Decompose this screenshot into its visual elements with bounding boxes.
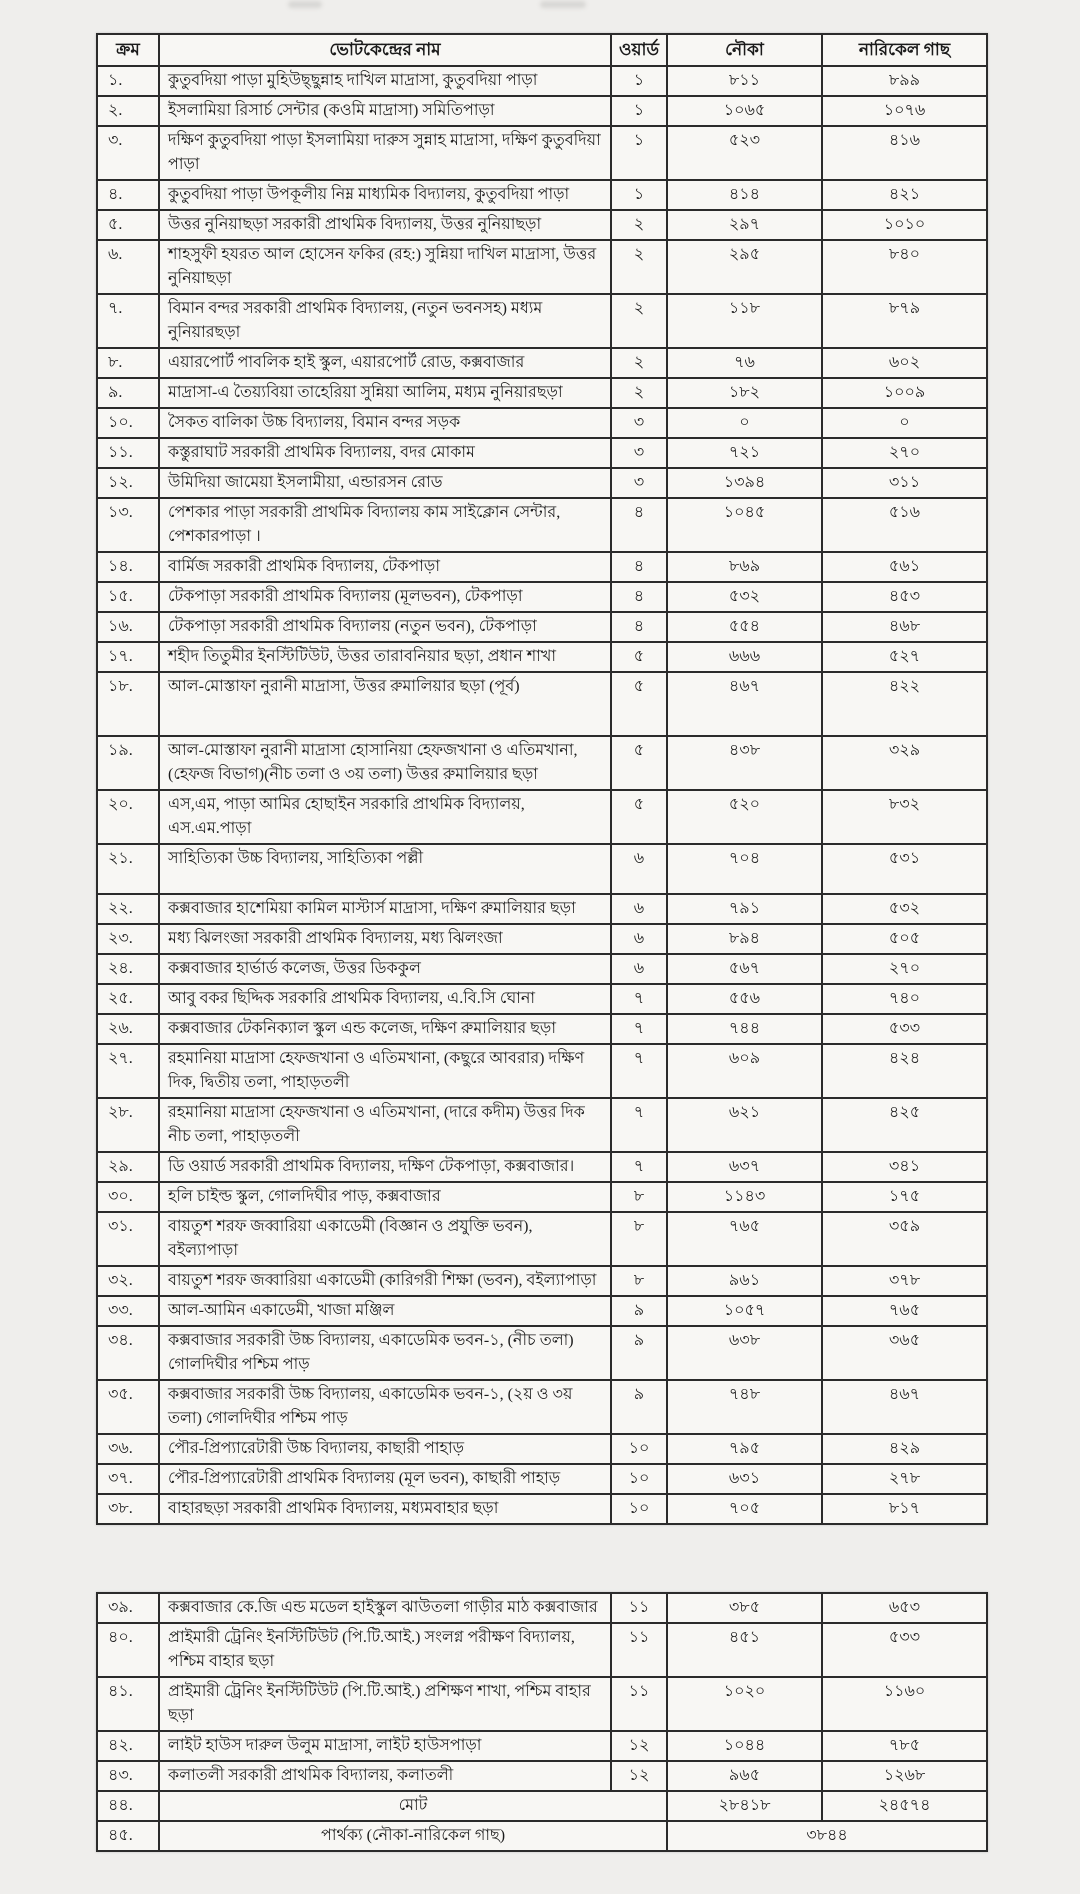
table-row [97,924,987,954]
cell-ward: ১০ [611,1464,667,1494]
cell-serial: ১৭. [97,642,159,672]
cell-boat-votes: ১০৫৭ [667,1296,822,1326]
cell-ward: ৯ [611,1296,667,1326]
cell-boat-votes: ৫৩২ [667,582,822,612]
cell-serial: ৩৩. [97,1296,159,1326]
cell-serial: ৪২. [97,1731,159,1761]
cell-center-name: কক্সবাজার সরকারী উচ্চ বিদ্যালয়, একাডেমিক ভবন-১, (নীচ তলা) গোলদিঘীর পশ্চিম পাড় [159,1326,611,1380]
cell-center-name: ইসলামিয়া রিসার্চ সেন্টার (কওমি মাদ্রাসা) সমিতিপাড়া [159,96,611,126]
cell-center-name: কক্সবাজার হার্ভার্ড কলেজ, উত্তর ডিককুল [159,954,611,984]
cell-ward: ২ [611,348,667,378]
cell-serial: ১১. [97,438,159,468]
cell-ward: ৪ [611,582,667,612]
cell-ward: ১০ [611,1494,667,1524]
results-table-page1 [96,33,988,1525]
cell-boat-votes: ৭০৪ [667,844,822,894]
cell-coconut-votes: ৪৫৩ [822,582,987,612]
cell-serial: ৭. [97,294,159,348]
table-row [97,210,987,240]
cell-serial: ৩০. [97,1182,159,1212]
cell-serial: ৪০. [97,1623,159,1677]
cell-boat-votes: ১৩৯৪ [667,468,822,498]
cell-boat-votes: ৭৯১ [667,894,822,924]
cell-ward: ৮ [611,1182,667,1212]
cell-coconut-votes: ৮১৭ [822,1494,987,1524]
cell-serial: ৩৯. [97,1593,159,1623]
cell-serial: ৪. [97,180,159,210]
cell-center-name: পৌর-প্রিপ্যারেটারী প্রাথমিক বিদ্যালয় (মূল ভবন), কাছারী পাহাড় [159,1464,611,1494]
cell-center-name: বায়তুশ শরফ জব্বারিয়া একাডেমী (বিজ্ঞান ও প্রযুক্তি ভবন), বইল্যাপাড়া [159,1212,611,1266]
cell-center-name: বাহারছড়া সরকারী প্রাথমিক বিদ্যালয়, মধ্যমবাহার ছড়া [159,1494,611,1524]
cell-center-name: কক্সবাজার সরকারী উচ্চ বিদ্যালয়, একাডেমিক ভবন-১, (২য় ও ৩য় তলা) গোলদিঘীর পশ্চিম পাড় [159,1380,611,1434]
cell-coconut-votes: ৪৬৭ [822,1380,987,1434]
cell-boat-votes: ১১৮ [667,294,822,348]
scan-artifact-mark [288,1,322,8]
cell-coconut-votes: ৬৫৩ [822,1593,987,1623]
table-row [97,1677,987,1731]
cell-coconut-votes: ৩৬৫ [822,1326,987,1380]
cell-center-name: পেশকার পাড়া সরকারী প্রাথমিক বিদ্যালয় কাম সাইক্লোন সেন্টার, পেশকারপাড়া । [159,498,611,552]
cell-boat-votes: ৫৬৭ [667,954,822,984]
cell-serial: ১৯. [97,736,159,790]
cell-coconut-votes: ০ [822,408,987,438]
cell-coconut-votes: ৮৩২ [822,790,987,844]
cell-serial: ২৭. [97,1044,159,1098]
cell-center-name: উমিদিয়া জামেয়া ইসলামীয়া, এন্ডারসন রোড [159,468,611,498]
cell-ward: ৭ [611,1044,667,1098]
cell-serial: ২৯. [97,1152,159,1182]
cell-coconut-votes: ৪১৬ [822,126,987,180]
cell-ward: ৬ [611,954,667,984]
table-row [97,1434,987,1464]
cell-ward: ৩ [611,408,667,438]
scan-artifact [0,0,1080,14]
cell-ward: ৮ [611,1266,667,1296]
cell-center-name: কস্তুরাঘাট সরকারী প্রাথমিক বিদ্যালয়, বদর মোকাম [159,438,611,468]
cell-center-name: কক্সবাজার টেকনিক্যাল স্কুল এন্ড কলেজ, দক্ষিণ রুমালিয়ার ছড়া [159,1014,611,1044]
table-row [97,1593,987,1623]
cell-ward: ১ [611,66,667,96]
table-row [97,954,987,984]
table-row [97,378,987,408]
total-row [97,1791,987,1821]
cell-ward: ১১ [611,1623,667,1677]
cell-ward: ১১ [611,1593,667,1623]
cell-ward: ৫ [611,642,667,672]
cell-serial: ৫. [97,210,159,240]
cell-center-name: মাদ্রাসা-এ তৈয়্যবিয়া তাহেরিয়া সুন্নিয়া আলিম, মধ্যম নুনিয়ারছড়া [159,378,611,408]
table-row [97,642,987,672]
table-row [97,1182,987,1212]
cell-boat-votes: ৪১৪ [667,180,822,210]
cell-ward: ৬ [611,844,667,894]
col-header-ward: ওয়ার্ড [611,34,667,66]
cell-coconut-votes: ১২৬৮ [822,1761,987,1791]
cell-coconut-votes: ৩৭৮ [822,1266,987,1296]
cell-ward: ১১ [611,1677,667,1731]
cell-ward: ৩ [611,438,667,468]
cell-serial: ৩৭. [97,1464,159,1494]
cell-center-name: এয়ারপোর্ট পাবলিক হাই স্কুল, এয়ারপোর্ট রোড, কক্সবাজার [159,348,611,378]
cell-center-name: উত্তর নুনিয়াছড়া সরকারী প্রাথমিক বিদ্যালয়, উত্তর নুনিয়াছড়া [159,210,611,240]
cell-serial: ৯. [97,378,159,408]
cell-center-name: প্রাইমারী ট্রেনিং ইনস্টিটিউট (পি.টি.আই.) প্রশিক্ষণ শাখা, পশ্চিম বাহার ছড়া [159,1677,611,1731]
scan-artifact-mark [540,1,586,8]
table-row [97,1731,987,1761]
cell-boat-votes: ৭৪৮ [667,1380,822,1434]
cell-ward: ৫ [611,672,667,736]
cell-ward: ২ [611,294,667,348]
cell-center-name: পৌর-প্রিপ্যারেটারী উচ্চ বিদ্যালয়, কাছারী পাহাড় [159,1434,611,1464]
table-row [97,1014,987,1044]
cell-boat-votes: ১৮২ [667,378,822,408]
cell-center-name: লাইট হাউস দারুল উলুম মাদ্রাসা, লাইট হাউসপাড়া [159,1731,611,1761]
cell-ward: ২ [611,378,667,408]
results-table-page2 [96,1592,988,1852]
cell-serial: ৩৫. [97,1380,159,1434]
table-row [97,1098,987,1152]
table-row [97,1761,987,1791]
cell-serial: ৩৮. [97,1494,159,1524]
cell-serial: ৩২. [97,1266,159,1296]
difference-label: পার্থক্য (নৌকা-নারিকেল গাছ) [159,1821,667,1851]
cell-coconut-votes: ৭৪০ [822,984,987,1014]
cell-boat-votes: ৭৪৪ [667,1014,822,1044]
table-header [97,34,987,66]
cell-serial: ১৬. [97,612,159,642]
cell-coconut-votes: ৪২৯ [822,1434,987,1464]
cell-coconut-votes: ১০১০ [822,210,987,240]
cell-serial: ১০. [97,408,159,438]
cell-center-name: বিমান বন্দর সরকারী প্রাথমিক বিদ্যালয়, (নতুন ভবনসহ) মধ্যম নুনিয়ারছড়া [159,294,611,348]
cell-serial: ২৫. [97,984,159,1014]
cell-serial: ১৪. [97,552,159,582]
cell-boat-votes: ৬৩৮ [667,1326,822,1380]
cell-coconut-votes: ৮৯৯ [822,66,987,96]
cell-boat-votes: ৯৬৫ [667,1761,822,1791]
cell-serial: ২৬. [97,1014,159,1044]
cell-boat-votes: ৬২১ [667,1098,822,1152]
table-row [97,1494,987,1524]
total-label: মোট [159,1791,667,1821]
table-row [97,1152,987,1182]
col-header-boat: নৌকা [667,34,822,66]
cell-center-name: আল-মোস্তাফা নুরানী মাদ্রাসা, উত্তর রুমালিয়ার ছড়া (পূর্ব) [159,672,611,736]
cell-coconut-votes: ৪২৫ [822,1098,987,1152]
cell-boat-votes: ৮৬৯ [667,552,822,582]
cell-ward: ৪ [611,612,667,642]
cell-boat-votes: ১০৪৫ [667,498,822,552]
cell-coconut-votes: ৫১৬ [822,498,987,552]
table-row [97,736,987,790]
total-coconut-votes: ২৪৫৭৪ [822,1791,987,1821]
cell-coconut-votes: ৪২৪ [822,1044,987,1098]
cell-center-name: সৈকত বালিকা উচ্চ বিদ্যালয়, বিমান বন্দর সড়ক [159,408,611,438]
cell-coconut-votes: ৭৮৫ [822,1731,987,1761]
table-body-page1 [97,66,987,1524]
cell-center-name: কুতুবদিয়া পাড়া উপকূলীয় নিম্ন মাধ্যমিক বিদ্যালয়, কুতুবদিয়া পাড়া [159,180,611,210]
cell-boat-votes: ৭৬৫ [667,1212,822,1266]
cell-coconut-votes: ৫৩২ [822,894,987,924]
cell-boat-votes: ৭৬ [667,348,822,378]
table-row [97,552,987,582]
cell-center-name: এস,এম, পাড়া আমির হোছাইন সরকারি প্রাথমিক বিদ্যালয়, এস.এম.পাড়া [159,790,611,844]
cell-center-name: শাহসুফী হযরত আল হোসেন ফকির (রহ:) সুন্নিয়া দাখিল মাদ্রাসা, উত্তর নুনিয়াছড়া [159,240,611,294]
difference-row [97,1821,987,1851]
cell-center-name: সাহিত্যিকা উচ্চ বিদ্যালয়, সাহিত্যিকা পল্লী [159,844,611,894]
cell-coconut-votes: ২৭০ [822,954,987,984]
table-row [97,240,987,294]
cell-serial: ১. [97,66,159,96]
cell-coconut-votes: ৫৩৩ [822,1014,987,1044]
cell-serial: ৪১. [97,1677,159,1731]
cell-boat-votes: ৭২১ [667,438,822,468]
cell-boat-votes: ৫৫৪ [667,612,822,642]
cell-coconut-votes: ৬০২ [822,348,987,378]
table-row [97,1326,987,1380]
cell-coconut-votes: ২৭৮ [822,1464,987,1494]
cell-boat-votes: ৫৫৬ [667,984,822,1014]
table-row [97,582,987,612]
cell-serial: ৪৪. [97,1791,159,1821]
cell-serial: ২০. [97,790,159,844]
cell-center-name: প্রাইমারী ট্রেনিং ইনস্টিটিউট (পি.টি.আই.) সংলগ্ন পরীক্ষণ বিদ্যালয়, পশ্চিম বাহার ছড়া [159,1623,611,1677]
table-row [97,1623,987,1677]
table-row [97,408,987,438]
cell-ward: ২ [611,240,667,294]
cell-center-name: কক্সবাজার কে.জি এন্ড মডেল হাইস্কুল ঝাউতলা গাড়ীর মাঠ কক্সবাজার [159,1593,611,1623]
cell-boat-votes: ১১৪৩ [667,1182,822,1212]
cell-coconut-votes: ১০৭৬ [822,96,987,126]
cell-center-name: টেকপাড়া সরকারী প্রাথমিক বিদ্যালয় (নতুন ভবন), টেকপাড়া [159,612,611,642]
cell-serial: ২৩. [97,924,159,954]
cell-ward: ৭ [611,1014,667,1044]
cell-coconut-votes: ১১৬০ [822,1677,987,1731]
cell-boat-votes: ০ [667,408,822,438]
cell-serial: ২১. [97,844,159,894]
cell-boat-votes: ৬৬৬ [667,642,822,672]
cell-ward: ৯ [611,1326,667,1380]
cell-serial: ২২. [97,894,159,924]
cell-center-name: শহীদ তিতুমীর ইনস্টিটিউট, উত্তর তারাবনিয়ার ছড়া, প্রধান শাখা [159,642,611,672]
table-row [97,468,987,498]
col-header-coconut-tree: নারিকেল গাছ [822,34,987,66]
cell-boat-votes: ১০৪৪ [667,1731,822,1761]
cell-boat-votes: ৭০৫ [667,1494,822,1524]
table-row [97,672,987,736]
cell-ward: ১ [611,126,667,180]
cell-ward: ৩ [611,468,667,498]
cell-ward: ৭ [611,984,667,1014]
cell-boat-votes: ৪৫১ [667,1623,822,1677]
table-row [97,984,987,1014]
cell-coconut-votes: ৩৪১ [822,1152,987,1182]
cell-center-name: হলি চাইল্ড স্কুল, গোলদিঘীর পাড়, কক্সবাজার [159,1182,611,1212]
table-row [97,1380,987,1434]
cell-serial: ২. [97,96,159,126]
cell-coconut-votes: ৭৬৫ [822,1296,987,1326]
cell-boat-votes: ২৯৭ [667,210,822,240]
cell-ward: ৭ [611,1098,667,1152]
cell-serial: ১৩. [97,498,159,552]
cell-ward: ১০ [611,1434,667,1464]
header-row [97,34,987,66]
cell-coconut-votes: ৪২২ [822,672,987,736]
cell-center-name: রহমানিয়া মাদ্রাসা হেফজখানা ও এতিমখানা, (দারে কদীম) উত্তর দিক নীচ তলা, পাহাড়তলী [159,1098,611,1152]
table-row [97,1212,987,1266]
cell-center-name: আল-আমিন একাডেমী, খাজা মঞ্জিল [159,1296,611,1326]
cell-coconut-votes: ৮৭৯ [822,294,987,348]
cell-boat-votes: ৬০৯ [667,1044,822,1098]
cell-center-name: রহমানিয়া মাদ্রাসা হেফজখানা ও এতিমখানা, (কছুরে আবরার) দক্ষিণ দিক, দ্বিতীয় তলা, পাহাড়তলী [159,1044,611,1098]
table-row [97,438,987,468]
cell-boat-votes: ১০৬৫ [667,96,822,126]
table-row [97,498,987,552]
cell-boat-votes: ২৯৫ [667,240,822,294]
table-row [97,844,987,894]
cell-coconut-votes: ৩২৯ [822,736,987,790]
cell-serial: ১৮. [97,672,159,736]
cell-boat-votes: ৬৩১ [667,1464,822,1494]
cell-serial: ৪৩. [97,1761,159,1791]
col-header-center-name: ভোটকেন্দ্রের নাম [159,34,611,66]
table-row [97,180,987,210]
table-body-summary [97,1791,987,1851]
cell-serial: ১৫. [97,582,159,612]
cell-serial: ৮. [97,348,159,378]
table-row [97,66,987,96]
cell-boat-votes: ৮৯৪ [667,924,822,954]
cell-boat-votes: ৭৯৫ [667,1434,822,1464]
cell-ward: ২ [611,210,667,240]
table-row [97,790,987,844]
cell-serial: ২৪. [97,954,159,984]
total-boat-votes: ২৮৪১৮ [667,1791,822,1821]
cell-serial: ২৮. [97,1098,159,1152]
cell-boat-votes: ৬৩৭ [667,1152,822,1182]
cell-ward: ৫ [611,736,667,790]
cell-serial: ৩১. [97,1212,159,1266]
cell-center-name: টেকপাড়া সরকারী প্রাথমিক বিদ্যালয় (মূলভবন), টেকপাড়া [159,582,611,612]
cell-coconut-votes: ২৭০ [822,438,987,468]
difference-value: ৩৮৪৪ [667,1821,987,1851]
cell-ward: ৯ [611,1380,667,1434]
cell-ward: ৮ [611,1212,667,1266]
cell-ward: ৫ [611,790,667,844]
cell-ward: ১ [611,180,667,210]
table-body-page2 [97,1593,987,1791]
cell-center-name: দক্ষিণ কুতুবদিয়া পাড়া ইসলামিয়া দারুস সুন্নাহ মাদ্রাসা, দক্ষিণ কুতুবদিয়া পাড়া [159,126,611,180]
cell-serial: ৩৪. [97,1326,159,1380]
table-row [97,96,987,126]
cell-center-name: কলাতলী সরকারী প্রাথমিক বিদ্যালয়, কলাতলী [159,1761,611,1791]
cell-boat-votes: ৫২০ [667,790,822,844]
cell-ward: ১ [611,96,667,126]
cell-coconut-votes: ৩৫৯ [822,1212,987,1266]
cell-center-name: কক্সবাজার হাশেমিয়া কামিল মাস্টার্স মাদ্রাসা, দক্ষিণ রুমালিয়ার ছড়া [159,894,611,924]
cell-center-name: বায়তুশ শরফ জব্বারিয়া একাডেমী (কারিগরী শিক্ষা (ভবন), বইল্যাপাড়া [159,1266,611,1296]
cell-ward: ৪ [611,552,667,582]
cell-coconut-votes: ৫৩৩ [822,1623,987,1677]
cell-center-name: কুতুবদিয়া পাড়া মুহিউছ্ছুন্নাহ দাখিল মাদ্রাসা, কুতুবদিয়া পাড়া [159,66,611,96]
table-row [97,894,987,924]
cell-center-name: বার্মিজ সরকারী প্রাথমিক বিদ্যালয়, টেকপাড়া [159,552,611,582]
cell-coconut-votes: ৪৬৮ [822,612,987,642]
table-row [97,1266,987,1296]
cell-boat-votes: ৩৮৫ [667,1593,822,1623]
cell-center-name: আল-মোস্তাফা নুরানী মাদ্রাসা হোসানিয়া হেফজখানা ও এতিমখানা, (হেফজ বিভাগ)(নীচ তলা ও ৩য় তলা) উত্তর রুমালিয়ার ছড়া [159,736,611,790]
cell-boat-votes: ৫২৩ [667,126,822,180]
table-row [97,294,987,348]
cell-boat-votes: ৯৬১ [667,1266,822,1296]
cell-boat-votes: ১০২০ [667,1677,822,1731]
table-row [97,348,987,378]
cell-coconut-votes: ৫২৭ [822,642,987,672]
cell-ward: ৬ [611,924,667,954]
table-row [97,126,987,180]
cell-coconut-votes: ৫০৫ [822,924,987,954]
cell-boat-votes: ৪৬৭ [667,672,822,736]
table-row [97,612,987,642]
cell-coconut-votes: ১০০৯ [822,378,987,408]
cell-coconut-votes: ৪২১ [822,180,987,210]
cell-coconut-votes: ৫৩১ [822,844,987,894]
cell-coconut-votes: ১৭৫ [822,1182,987,1212]
cell-coconut-votes: ৮৪০ [822,240,987,294]
cell-center-name: মধ্য ঝিলংজা সরকারী প্রাথমিক বিদ্যালয়, মধ্য ঝিলংজা [159,924,611,954]
cell-serial: ১২. [97,468,159,498]
table-row [97,1044,987,1098]
cell-boat-votes: ৮১১ [667,66,822,96]
table-row [97,1464,987,1494]
cell-serial: ৩৬. [97,1434,159,1464]
table-row [97,1296,987,1326]
cell-ward: ৭ [611,1152,667,1182]
cell-ward: ১২ [611,1731,667,1761]
cell-center-name: আবু বকর ছিদ্দিক সরকারি প্রাথমিক বিদ্যালয়, এ.বি.সি ঘোনা [159,984,611,1014]
col-header-serial: ক্রম [97,34,159,66]
cell-boat-votes: ৪৩৮ [667,736,822,790]
cell-ward: ৪ [611,498,667,552]
cell-ward: ৬ [611,894,667,924]
cell-ward: ১২ [611,1761,667,1791]
cell-center-name: ডি ওয়ার্ড সরকারী প্রাথমিক বিদ্যালয়, দক্ষিণ টেকপাড়া, কক্সবাজার। [159,1152,611,1182]
cell-coconut-votes: ৩১১ [822,468,987,498]
cell-serial: ৩. [97,126,159,180]
cell-serial: ৬. [97,240,159,294]
cell-coconut-votes: ৫৬১ [822,552,987,582]
cell-serial: ৪৫. [97,1821,159,1851]
